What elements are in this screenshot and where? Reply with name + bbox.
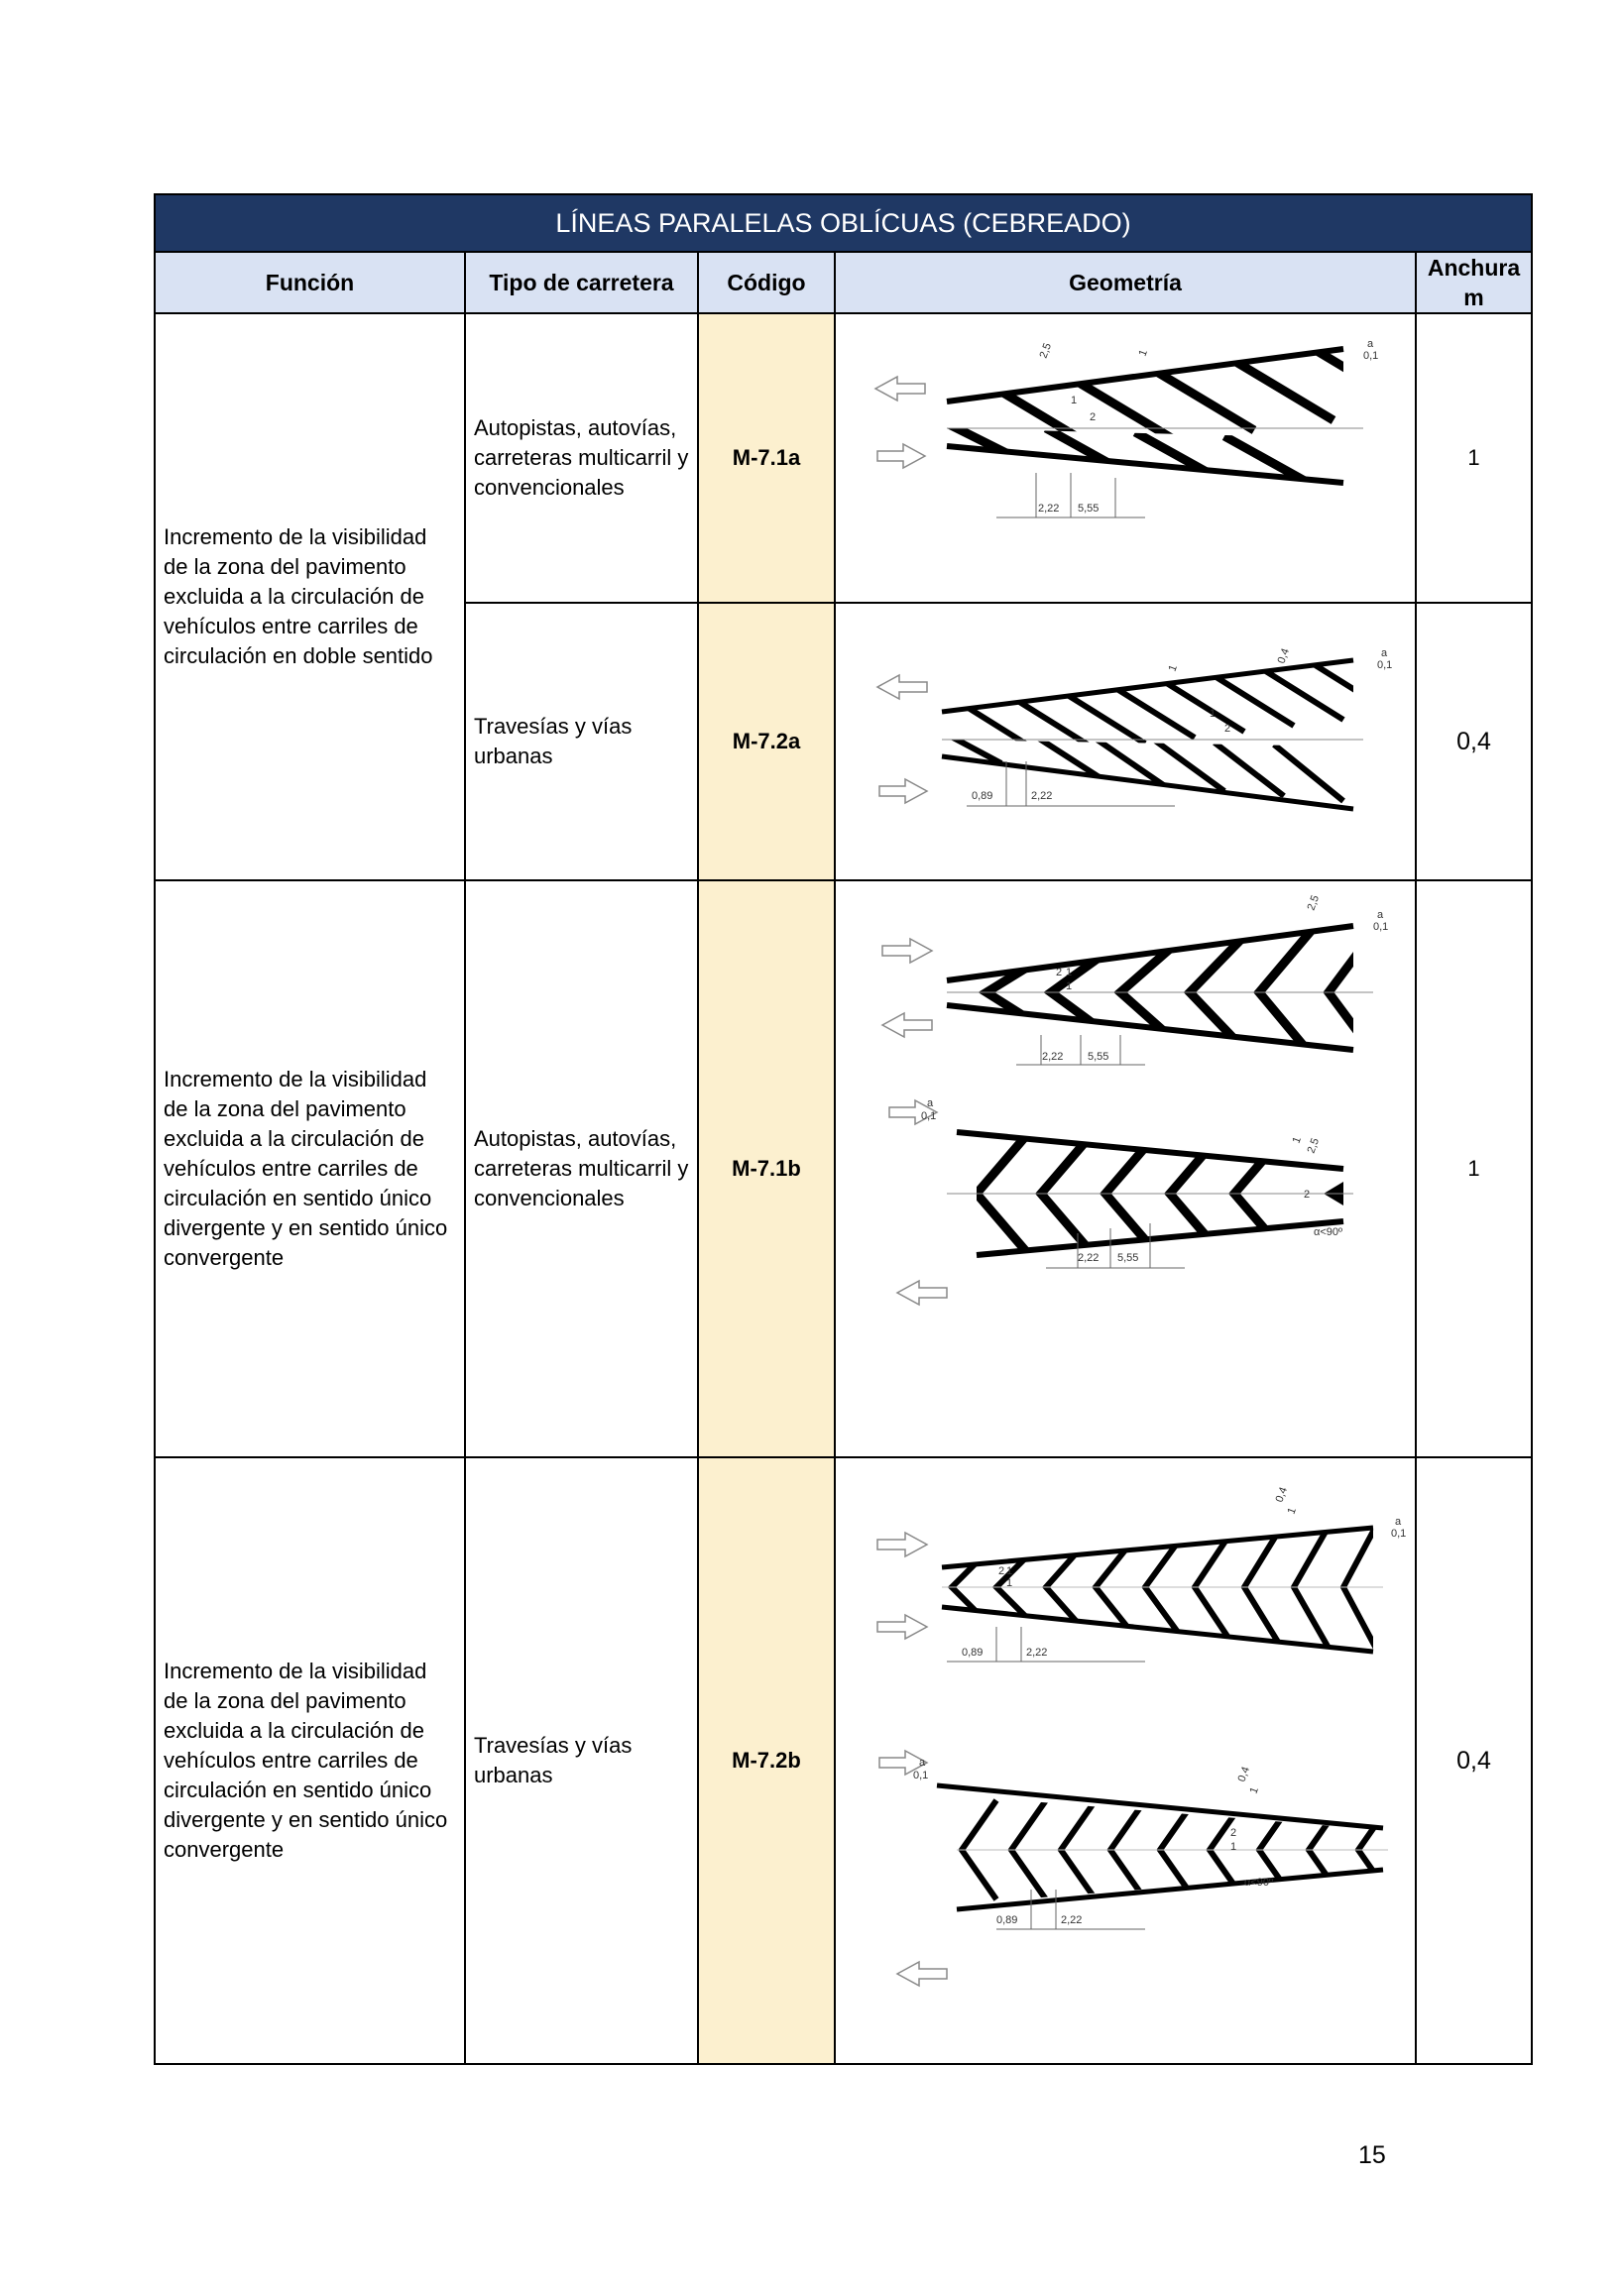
- dim-label: 0,1: [1363, 350, 1379, 362]
- road-marking-table: [154, 193, 1533, 2065]
- dim-label: 2,22: [1042, 1051, 1064, 1063]
- header-anchura-label: Anchura: [1427, 255, 1521, 281]
- dim-label: α<90º: [1244, 1877, 1274, 1889]
- tipo-cell: Autopistas, autovías, carreteras multicarril y convencionales: [465, 880, 698, 1457]
- dim-label: 2,22: [1031, 790, 1053, 802]
- arrow-left-icon: [897, 1281, 947, 1305]
- anchura-cell: 1: [1416, 313, 1532, 603]
- arrow-right-icon: [877, 444, 925, 468]
- dim-label: 5,55: [1117, 1252, 1139, 1264]
- dim-label: 1: [1230, 1841, 1237, 1853]
- dim-label: α<90º: [1314, 1226, 1343, 1238]
- dim-label: 0,89: [996, 1914, 1018, 1926]
- dim-label: 1: [1006, 1577, 1013, 1589]
- lower-edge: [942, 756, 1353, 809]
- dim-label: 5,55: [1088, 1051, 1109, 1063]
- arrow-right-icon: [877, 1615, 927, 1639]
- dim-label: 0,1: [1391, 1528, 1407, 1540]
- dim-label: 2: [1304, 1189, 1311, 1201]
- geometria-cell: [835, 313, 1416, 603]
- dim-label: a: [1377, 909, 1384, 921]
- funcion-cell: Incremento de la visibilidad de la zona del pavimento excluida a la circulación de vehículos entre carriles de circulación en doble sentido: [155, 313, 465, 880]
- header-funcion: Función: [155, 252, 465, 313]
- dim-label: 2,5: [1305, 1136, 1323, 1156]
- dim-label: 2: [998, 1565, 1005, 1577]
- dim-label: 2,22: [1038, 503, 1060, 515]
- arrow-right-icon: [877, 1533, 927, 1556]
- lower-edge: [957, 1870, 1383, 1909]
- geometria-cell: [835, 1457, 1416, 2064]
- upper-edge: [937, 1785, 1383, 1828]
- dim-label: a: [1395, 1516, 1402, 1528]
- diagram-m72b: [848, 1463, 1407, 2058]
- codigo-cell: M-7.2b: [698, 1457, 835, 2064]
- dim-label: 0,4: [1235, 1765, 1253, 1784]
- header-tipo: Tipo de carretera: [465, 252, 698, 313]
- codigo-cell: M-7.1b: [698, 880, 835, 1457]
- dim-label: 2,22: [1026, 1647, 1048, 1659]
- dim-label: 1: [1166, 663, 1180, 674]
- geometria-cell: [835, 603, 1416, 880]
- header-anchura: [1416, 252, 1532, 313]
- dim-label: 0,89: [972, 790, 993, 802]
- dim-label: 2,5: [1037, 341, 1055, 361]
- table-row: [155, 880, 1532, 1457]
- dim-label: 1: [1066, 967, 1073, 978]
- dim-label: 2,22: [1061, 1914, 1083, 1926]
- dim-label: 1: [1285, 1506, 1299, 1517]
- anchura-cell: 1: [1416, 880, 1532, 1457]
- lower-edge: [977, 1221, 1343, 1255]
- header-geometria: Geometría: [835, 252, 1416, 313]
- table-row: [155, 1457, 1532, 2064]
- diagram-m71a: [848, 329, 1403, 587]
- funcion-cell: Incremento de la visibilidad de la zona del pavimento excluida a la circulación de vehículos entre carriles de circulación en sentido único divergente y en sentido único convergente: [155, 880, 465, 1457]
- dim-label: 2: [1230, 1827, 1237, 1839]
- table-title: LÍNEAS PARALELAS OBLÍCUAS (CEBREADO): [155, 194, 1532, 252]
- arrow-right-icon: [879, 779, 927, 803]
- header-anchura-unit: m: [1463, 285, 1484, 310]
- hatch-top: [967, 664, 1393, 756]
- dim-label: 0,4: [1273, 1485, 1291, 1505]
- dim-label: 2: [1090, 411, 1097, 423]
- dim-label: 1: [1247, 1785, 1261, 1796]
- tipo-cell: Autopistas, autovías, carreteras multicarril y convencionales: [465, 313, 698, 603]
- dim-label: 0,4: [1275, 646, 1293, 666]
- dim-label: 1: [1006, 1565, 1013, 1577]
- dim-label: a: [1367, 338, 1374, 350]
- anchura-cell: 0,4: [1416, 1457, 1532, 2064]
- dim-label: 0,1: [1373, 921, 1389, 933]
- arrow-right-icon: [882, 939, 932, 963]
- arrow-left-icon: [897, 1962, 947, 1986]
- arrow-left-icon: [882, 1013, 932, 1037]
- tipo-cell: Travesías y vías urbanas: [465, 603, 698, 880]
- geometria-cell: [835, 880, 1416, 1457]
- dim-label: a: [1381, 647, 1388, 659]
- arrow-left-icon: [875, 377, 925, 401]
- dim-label: 2: [1224, 723, 1231, 735]
- dim-label: 2: [1056, 967, 1063, 978]
- diagram-m71b: [848, 886, 1403, 1451]
- dim-label: 0,89: [962, 1647, 984, 1659]
- page-number: 15: [1358, 2141, 1386, 2169]
- table-row: [155, 313, 1532, 603]
- dim-label: 1: [1290, 1135, 1304, 1146]
- anchura-cell: 0,4: [1416, 603, 1532, 880]
- dim-label: 2,22: [1078, 1252, 1100, 1264]
- dim-label: a: [927, 1097, 934, 1109]
- funcion-cell: Incremento de la visibilidad de la zona del pavimento excluida a la circulación de vehículos entre carriles de circulación en sentido único divergente y en sentido único convergente: [155, 1457, 465, 2064]
- diagram-m72a: [848, 623, 1403, 861]
- dim-label: 0,1: [921, 1110, 937, 1122]
- dim-label: a: [919, 1757, 926, 1769]
- tipo-cell: Travesías y vías urbanas: [465, 1457, 698, 2064]
- dim-label: 2,5: [1305, 893, 1323, 913]
- header-codigo: Código: [698, 252, 835, 313]
- codigo-cell: M-7.1a: [698, 313, 835, 603]
- dim-label: 1: [1066, 980, 1073, 992]
- dim-label: 1: [1210, 708, 1217, 720]
- dim-label: 0,1: [1377, 659, 1393, 671]
- dim-label: 5,55: [1078, 503, 1100, 515]
- codigo-cell: M-7.2a: [698, 603, 835, 880]
- dim-label: 1: [1136, 348, 1150, 359]
- dim-label: 1: [1071, 395, 1078, 406]
- arrow-left-icon: [877, 675, 927, 699]
- dim-label: 0,1: [913, 1770, 929, 1781]
